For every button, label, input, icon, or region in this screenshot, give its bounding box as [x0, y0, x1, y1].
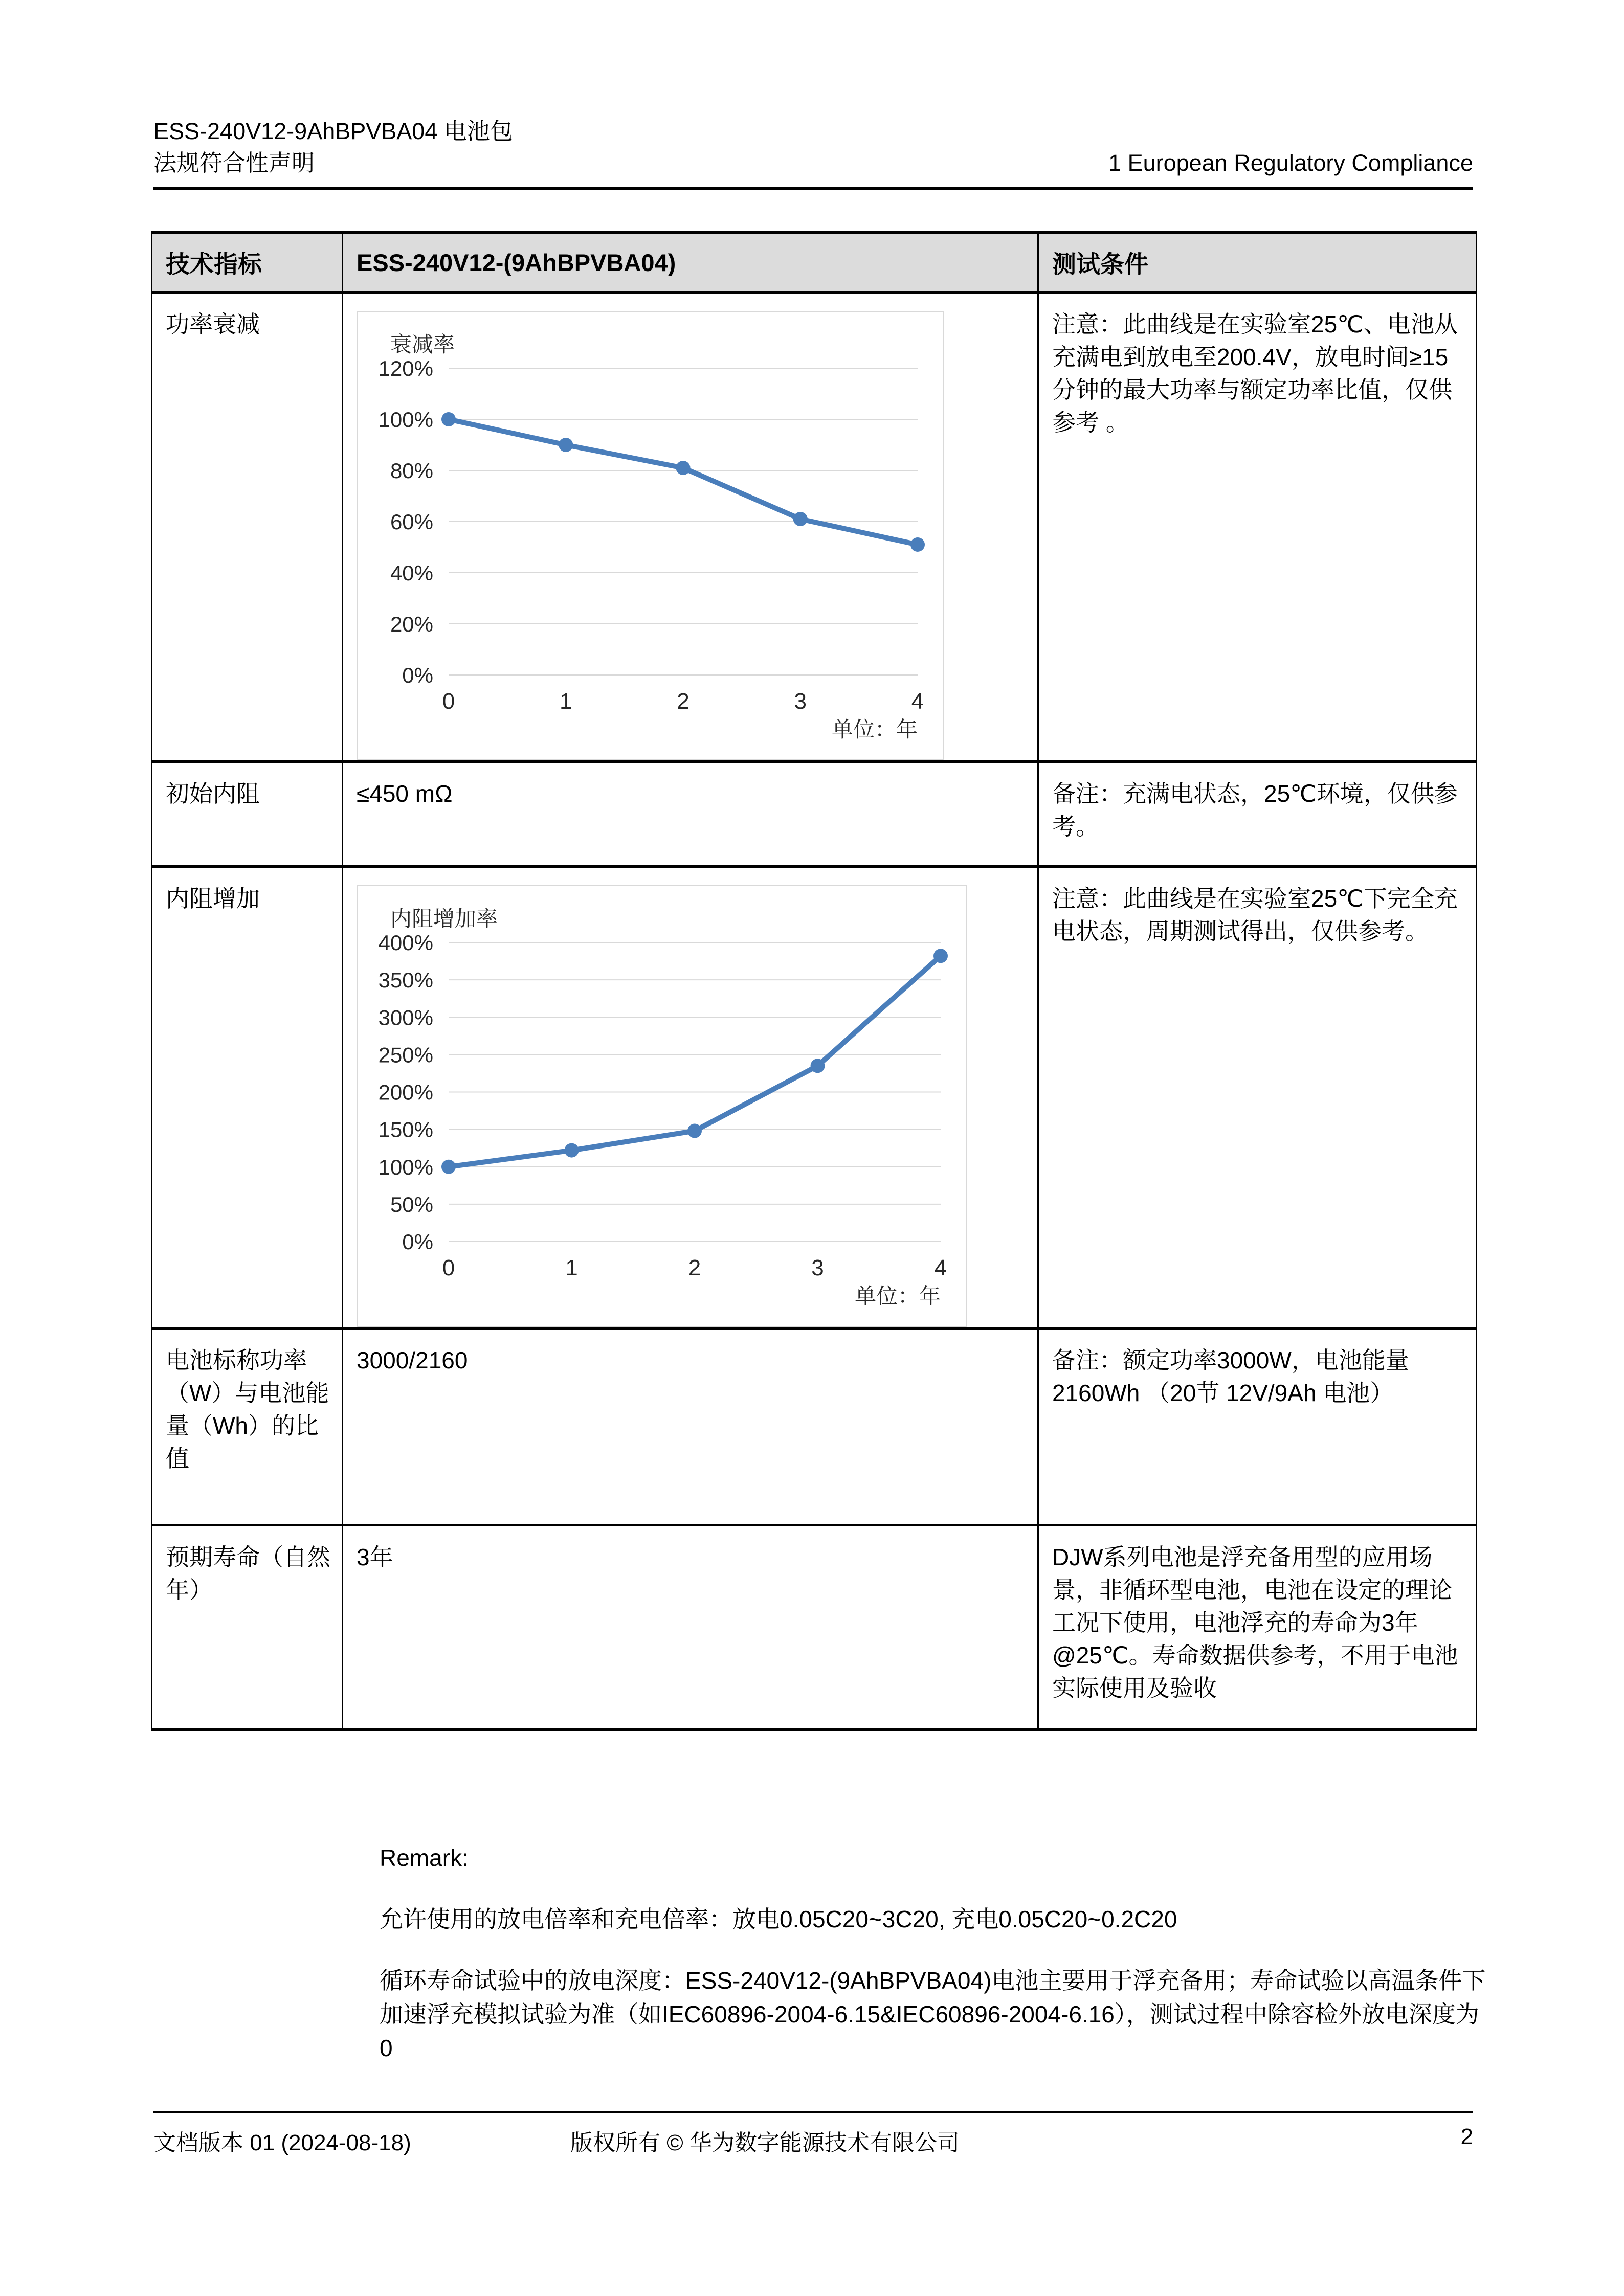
- row-value-expected-life: 3年: [343, 1525, 1038, 1730]
- svg-text:100%: 100%: [378, 408, 433, 432]
- footer-page-number: 2: [1460, 2124, 1473, 2149]
- col-header-tech-indicator: 技术指标: [152, 233, 343, 292]
- row-label-resistance-increase: 内阻增加: [152, 867, 343, 1329]
- table-row: [152, 1525, 1477, 1730]
- page-header: [153, 116, 1473, 190]
- svg-text:0%: 0%: [402, 663, 433, 687]
- doc-title-line2: 法规符合性声明: [153, 150, 315, 176]
- row-note-resistance-increase: 注意：此曲线是在实验室25℃下完全充电状态，周期测试得出，仅供参考。: [1038, 867, 1477, 1329]
- svg-text:2: 2: [688, 1255, 701, 1280]
- svg-text:200%: 200%: [378, 1080, 433, 1105]
- svg-text:4: 4: [911, 689, 924, 714]
- section-title: 1 European Regulatory Compliance: [1108, 150, 1473, 176]
- row-label-power-decay: 功率衰减: [152, 292, 343, 762]
- row-value-initial-resistance: ≤450 mΩ: [343, 762, 1038, 867]
- svg-text:150%: 150%: [378, 1117, 433, 1142]
- svg-text:350%: 350%: [378, 968, 433, 993]
- table-row: [152, 292, 1477, 762]
- svg-text:1: 1: [560, 689, 572, 714]
- resistance-increase-chart-cell: [343, 867, 1038, 1329]
- remark-section: [380, 1841, 1492, 2092]
- svg-text:4: 4: [934, 1255, 947, 1280]
- svg-text:内阻增加率: 内阻增加率: [390, 907, 498, 931]
- svg-text:20%: 20%: [390, 612, 433, 636]
- header-rule: [153, 187, 1473, 190]
- row-label-power-energy-ratio: 电池标称功率（W）与电池能量（Wh）的比值: [152, 1329, 343, 1525]
- page-footer: [153, 2124, 1473, 2160]
- remark-paragraph-2: 循环寿命试验中的放电深度：ESS-240V12-(9AhBPVBA04)电池主要用于浮充备用；寿命试验以高温条件下加速浮充模拟试验为准（如IEC60896-2004-6.15&IEC60896-2004-6.16），测试过程中除容检外放电深度为0: [380, 1967, 1486, 2061]
- row-value-power-energy-ratio: 3000/2160: [343, 1329, 1038, 1525]
- col-header-model: ESS-240V12-(9AhBPVBA04): [343, 233, 1038, 292]
- col-header-test-condition: 测试条件: [1038, 233, 1477, 292]
- svg-text:0: 0: [442, 689, 455, 714]
- svg-text:单位：年: 单位：年: [831, 717, 918, 741]
- svg-text:3: 3: [811, 1255, 824, 1280]
- svg-text:衰减率: 衰减率: [390, 332, 455, 356]
- row-label-expected-life: 预期寿命（自然年）: [152, 1525, 343, 1730]
- svg-text:3: 3: [794, 689, 807, 714]
- svg-text:2: 2: [677, 689, 689, 714]
- table-row: [152, 762, 1477, 867]
- remark-paragraph-1: 允许使用的放电倍率和充电倍率：放电0.05C20~3C20, 充电0.05C20~0.2C20: [380, 1906, 1177, 1932]
- table-row: [152, 867, 1477, 1329]
- row-label-initial-resistance: 初始内阻: [152, 762, 343, 867]
- svg-text:40%: 40%: [390, 561, 433, 585]
- svg-text:1: 1: [565, 1255, 578, 1280]
- svg-text:0%: 0%: [402, 1230, 433, 1254]
- row-note-initial-resistance: 备注：充满电状态，25℃环境，仅供参考。: [1038, 762, 1477, 867]
- power-decay-chart: [357, 311, 944, 760]
- table-row: [152, 1329, 1477, 1525]
- power-decay-chart-cell: [343, 292, 1038, 762]
- svg-text:250%: 250%: [378, 1043, 433, 1067]
- table-header-row: [152, 233, 1477, 292]
- svg-text:400%: 400%: [378, 931, 433, 955]
- svg-text:120%: 120%: [378, 356, 433, 380]
- row-note-power-energy-ratio: 备注：额定功率3000W，电池能量2160Wh （20节 12V/9Ah 电池）: [1038, 1329, 1477, 1525]
- remark-title: Remark:: [380, 1844, 469, 1871]
- svg-text:60%: 60%: [390, 510, 433, 534]
- svg-text:50%: 50%: [390, 1192, 433, 1217]
- svg-text:300%: 300%: [378, 1005, 433, 1030]
- footer-rule: [153, 2111, 1473, 2113]
- footer-doc-version: 文档版本 01 (2024-08-18): [153, 2130, 411, 2155]
- resistance-increase-chart: [357, 885, 967, 1327]
- svg-text:100%: 100%: [378, 1155, 433, 1179]
- svg-text:80%: 80%: [390, 459, 433, 483]
- svg-text:单位：年: 单位：年: [854, 1284, 941, 1308]
- svg-text:0: 0: [442, 1255, 455, 1280]
- spec-table: [151, 231, 1477, 1731]
- footer-copyright: 版权所有 © 华为数字能源技术有限公司: [570, 2130, 960, 2155]
- row-note-power-decay: 注意：此曲线是在实验室25℃、电池从充满电到放电至200.4V，放电时间≥15分钟的最大功率与额定功率比值，仅供参考 。: [1038, 292, 1477, 762]
- row-note-expected-life: DJW系列电池是浮充备用型的应用场景，非循环型电池，电池在设定的理论工况下使用，电池浮充的寿命为3年@25℃。寿命数据供参考，不用于电池实际使用及验收: [1038, 1525, 1477, 1730]
- doc-title-line1: ESS-240V12-9AhBPVBA04 电池包: [153, 118, 513, 144]
